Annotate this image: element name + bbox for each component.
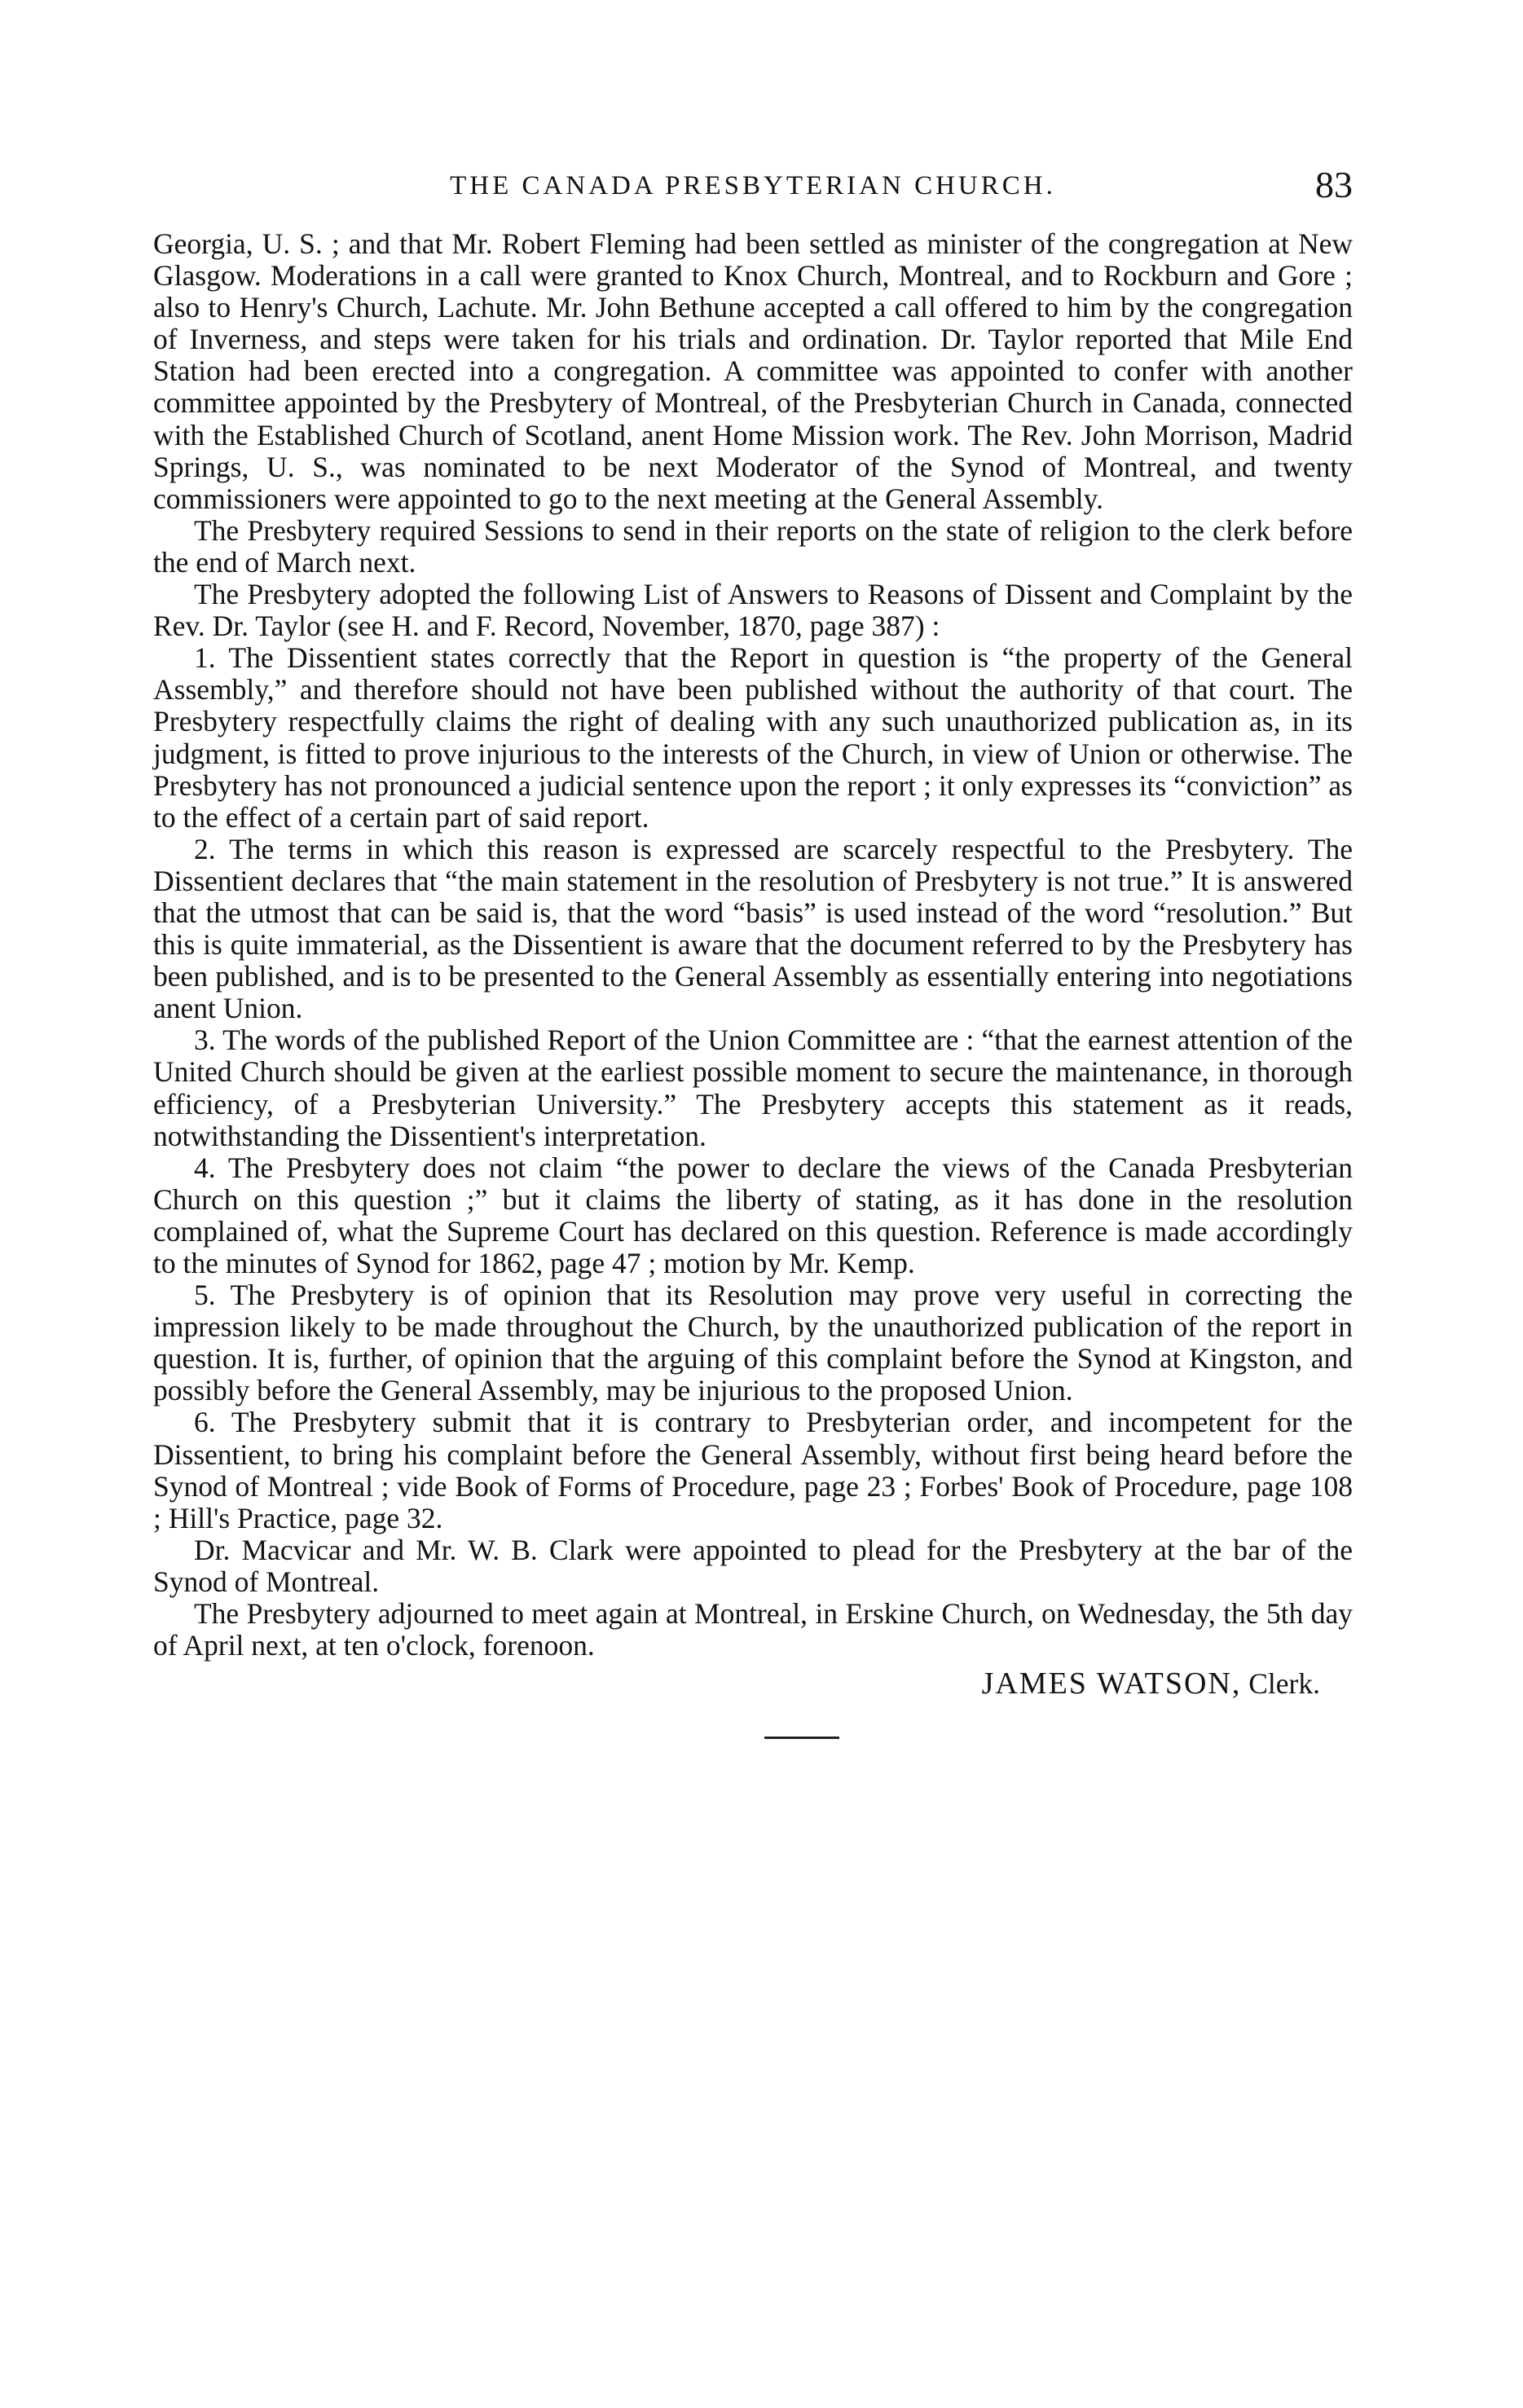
running-head xyxy=(153,163,1353,228)
answer-6: 6. The Presbytery submit that it is contrary to Presbyterian order, and incompetent for the Dissentient, to bring his complaint before the General Assembly, without first being heard before the Synod of Montreal ; vide Book of Forms of Procedure, page 23 ; Forbes' Book of Procedure, page 108 ; Hill's Practice, page 32. xyxy=(153,1406,1353,1534)
page-number: 83 xyxy=(1315,164,1353,205)
paragraph-sessions: The Presbytery required Sessions to send in their reports on the state of religion to the clerk before the end of March next. xyxy=(153,513,1353,579)
signature-name: JAMES WATSON, xyxy=(981,1666,1242,1701)
paragraph-continued: Georgia, U. S. ; and that Mr. Robert Fleming had been settled as minister of the congregation at New Glasgow. Moderations in a call were granted to Knox Church, Montreal, and to Rockburn and Gore ; also to Henry's Church, Lachute. Mr. John Bethune accepted a call offered to him by the congregation of Inverness, and steps were taken for his trials and ordination. Dr. Taylor reported that Mile End Station had been erected into a congregation. A committee was appointed to confer with another committee appointed by the Presbytery of Montreal, of the Presbyterian Church in Canada, connected with the Established Church of Scotland, anent Home Mission work. The Rev. John Morrison, Madrid Springs, U. S., was nominated to be next Moderator of the Synod of Montreal, and twenty commissioners were appointed to go to the next meeting at the General Assembly. xyxy=(153,227,1353,515)
running-title: THE CANADA PRESBYTERIAN CHURCH. xyxy=(450,171,1056,200)
answer-5: 5. The Presbytery is of opinion that its Resolution may prove very useful in correcting the impression likely to be made throughout the Church, by the unauthorized publication of the report in question. It is, further, of opinion that the arguing of this complaint before the Synod at Kingston, and possibly before the General Assembly, may be injurious to the proposed Union. xyxy=(153,1279,1353,1407)
answer-4: 4. The Presbytery does not claim “the power to declare the views of the Canada Presbyterian Church on this question ;” but it claims the liberty of stating, as it has done in the resolution complained of, what the Supreme Court has declared on this question. Reference is made accordingly to the minutes of Synod for 1862, page 47 ; motion by Mr. Kemp. xyxy=(153,1151,1353,1279)
answer-1: 1. The Dissentient states correctly that the Report in question is “the property of the General Assembly,” and therefore should not have been published without the authority of that court. The Presbytery respectfully claims the right of dealing with any such unauthorized publication as, in its judgment, is fitted to prove injurious to the interests of the Church, in view of Union or otherwise. The Presbytery has not pronounced a judicial sentence upon the report ; it only expresses its “conviction” as to the effect of a certain part of said report. xyxy=(153,641,1353,834)
paragraph-adjournment: The Presbytery adjourned to meet again at Montreal, in Erskine Church, on Wednesday, the 5th day of April next, at ten o'clock, forenoon. xyxy=(153,1597,1353,1662)
body-text xyxy=(153,228,1353,1662)
page-content xyxy=(153,163,1353,1739)
closing-rule xyxy=(764,1737,839,1739)
signature xyxy=(153,1665,1353,1702)
signature-title: Clerk. xyxy=(1248,1667,1320,1701)
paragraph-appointment: Dr. Macvicar and Mr. W. B. Clark were appointed to plead for the Presbytery at the bar of the Synod of Montreal. xyxy=(153,1533,1353,1598)
paragraph-answers-intro: The Presbytery adopted the following List of Answers to Reasons of Dissent and Complaint by the Rev. Dr. Taylor (see H. and F. Record, November, 1870, page 387) : xyxy=(153,578,1353,643)
answer-3: 3. The words of the published Report of the Union Committee are : “that the earnest attention of the United Church should be given at the earliest possible moment to secure the maintenance, in thorough efficiency, of a Presbyterian University.” The Presbytery accepts this statement as it reads, notwithstanding the Dissentient's interpretation. xyxy=(153,1024,1353,1152)
answer-2: 2. The terms in which this reason is expressed are scarcely respectful to the Presbytery. The Dissentient declares that “the main statement in the resolution of Presbytery is not true.” It is answered that the utmost that can be said is, that the word “basis” is used instead of the word “resolution.” But this is quite immaterial, as the Dissentient is aware that the document referred to by the Presbytery has been published, and is to be presented to the General Assembly as essentially entering into negotiations anent Union. xyxy=(153,832,1353,1025)
